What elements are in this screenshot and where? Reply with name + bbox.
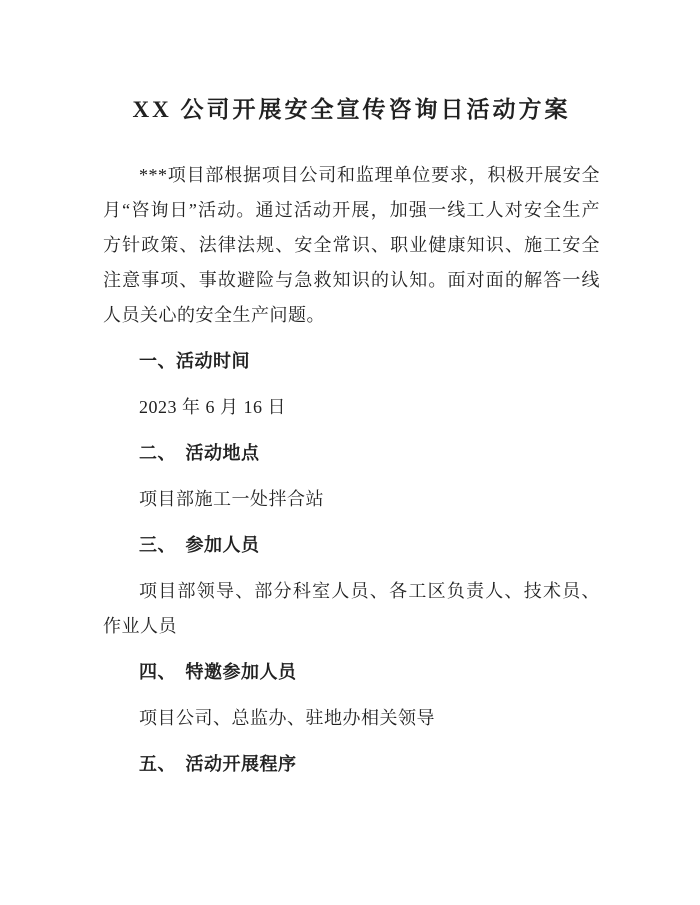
intro-paragraph: ***项目部根据项目公司和监理单位要求，积极开展安全月“咨询日”活动。通过活动开展，加强一线工人对安全生产方针政策、法律法规、安全常识、职业健康知识、施工安全注意事项、事故避险与急救知识的认知。面对面的解答一线人员关心的安全生产问题。 bbox=[103, 165, 600, 325]
section-1-body: 2023 年 6 月 16 日 bbox=[139, 397, 286, 417]
section-3-body: 项目部领导、部分科室人员、各工区负责人、技术员、作业人员 bbox=[103, 581, 600, 636]
section-5-heading: 五、 活动开展程序 bbox=[139, 754, 297, 774]
section-2-body: 项目部施工一处拌合站 bbox=[139, 489, 324, 509]
document-title: XX 公司开展安全宣传咨询日活动方案 bbox=[132, 97, 571, 122]
section-1-heading: 一、活动时间 bbox=[139, 351, 250, 371]
section-2-heading: 二、 活动地点 bbox=[139, 443, 260, 463]
section-4-body: 项目公司、总监办、驻地办相关领导 bbox=[139, 708, 435, 728]
section-3-heading: 三、 参加人员 bbox=[139, 535, 260, 555]
section-4-heading: 四、 特邀参加人员 bbox=[139, 662, 297, 682]
